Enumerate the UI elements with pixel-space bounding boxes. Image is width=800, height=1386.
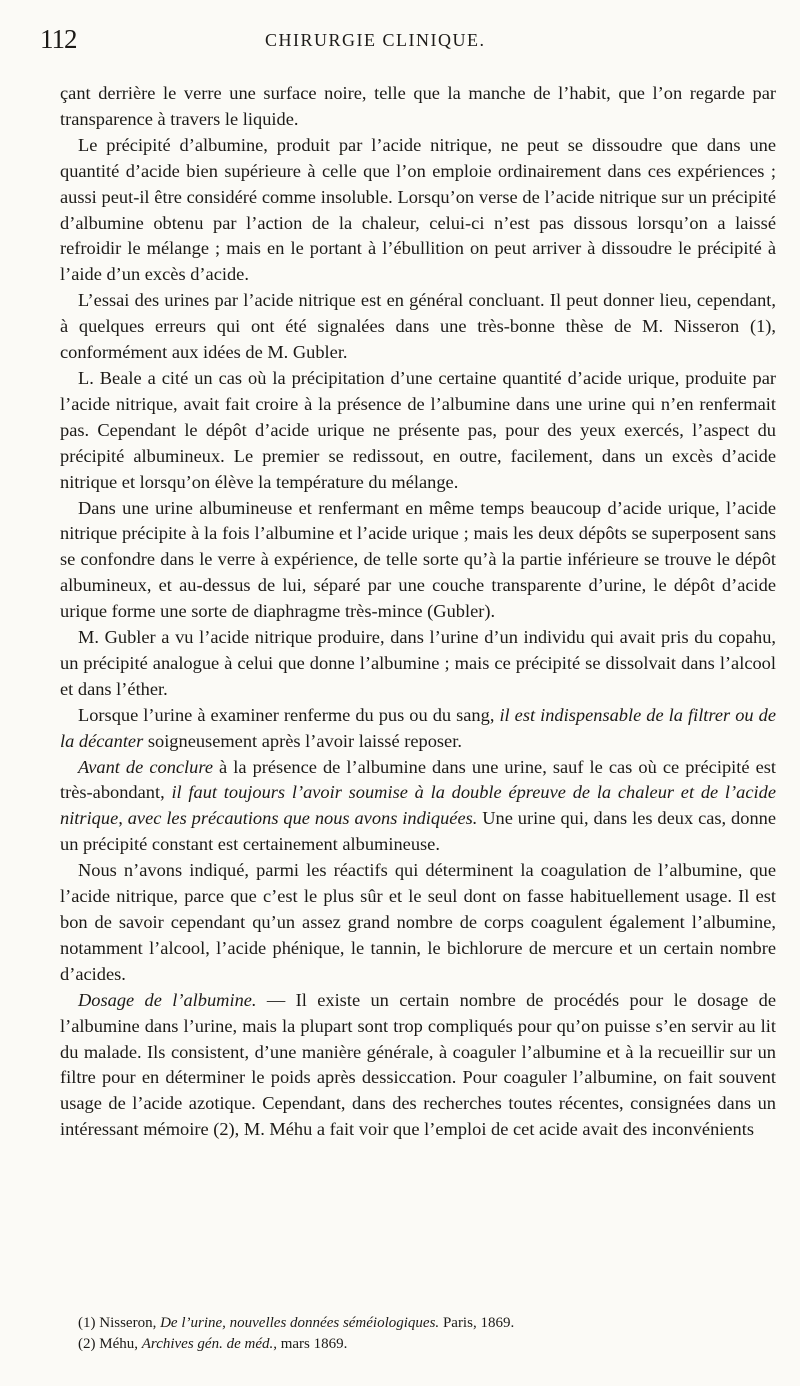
- footnote: [78, 1334, 776, 1355]
- text-run: Lorsque l’urine à examiner renferme du pus ou du sang,: [78, 704, 500, 725]
- footnotes: [60, 1313, 776, 1355]
- italic-text-run: il est indispensable de la filtrer ou de la décanter: [60, 704, 776, 751]
- paragraph-conclure: [60, 755, 776, 859]
- footnote: [78, 1313, 776, 1334]
- paragraph: L’essai des urines par l’acide nitrique est en général concluant. Il peut donner lieu, cependant, à quelques erreurs qui ont été signalées dans une très-bonne thèse de M. Nisseron (1), conformément aux idées de M. Gubler.: [60, 290, 776, 363]
- footnote-number: (1): [78, 1315, 96, 1331]
- footnote-title: De l’urine, nouvelles données séméiologiques.: [160, 1315, 440, 1331]
- italic-text-run: Avant de conclure: [78, 756, 213, 777]
- paragraph: Nous n’avons indiqué, parmi les réactifs qui déterminent la coagulation de l’albumine, que l’acide nitrique, parce que c’est le plus sûr et le seul dont on fasse habituellement usage. Il est bon de savoir cependant qu’un assez grand nombre de corps coagulent également l’albumine, notamment l’alcool, l’acide phénique, le tannin, le bichlorure de mercure et un certain nombre d’acides.: [60, 860, 776, 984]
- text-run: — Il existe un certain nombre de procédés pour le dosage de l’albumine dans l’urine, mais la plupart sont trop compliqués pour qu’on puisse s’en servir au lit du malade. Ils consistent, d’une manière générale, à coaguler l’albumine et à la recueillir sur un filtre pour en déterminer le poids après dessiccation. Pour coaguler l’albumine, on fait souvent usage de l’acide azotique. Cependant, dans des recherches toutes récentes, consignées dans un intéressant mémoire (2), M. Méhu a fait voir que l’emploi de cet acide avait des inconvénients: [60, 989, 776, 1140]
- page-header: [40, 24, 780, 60]
- footnote-rest: Paris, 1869.: [439, 1315, 515, 1331]
- footnote-author: Méhu,: [99, 1336, 142, 1352]
- body-text: [60, 81, 776, 1143]
- text-run: à la présence de l’albumine dans une urine, sauf le cas où ce précipité est très-abondant,: [60, 756, 776, 803]
- running-head: CHIRURGIE CLINIQUE.: [265, 30, 486, 50]
- paragraph: Le précipité d’albumine, produit par l’acide nitrique, ne peut se dissoudre que dans une quantité d’acide bien supérieure à celle que l’on emploie ordinairement dans ces expériences ; aussi peut-il être considéré comme insoluble. Lorsqu’on verse de l’acide nitrique sur un précipité d’albumine obtenu par l’action de la chaleur, celui-ci n’est pas dissous lorsqu’on a laissé refroidir le mélange ; mais en le portant à l’ébullition on peut arriver à dissoudre le précipité à l’aide d’un excès d’acide.: [60, 134, 776, 285]
- paragraph: L. Beale a cité un cas où la précipitation d’une certaine quantité d’acide urique, produite par l’acide nitrique, avait fait croire à la présence de l’albumine dans une urine qui n’en renfermait pas. Cependant le dépôt d’acide urique ne présente pas, pour des yeux exercés, l’aspect du précipité albumineux. Le premier se redissout, en outre, facilement, dans un excès d’acide nitrique et lorsqu’on élève la température du mélange.: [60, 367, 776, 492]
- paragraph: M. Gubler a vu l’acide nitrique produire, dans l’urine d’un individu qui avait pris du copahu, un précipité analogue à celui que donne l’albumine ; mais ce précipité se dissolvait dans l’alcool et dans l’éther.: [60, 627, 776, 699]
- paragraph: Dans une urine albumineuse et renfermant en même temps beaucoup d’acide urique, l’acide nitrique précipite à la fois l’albumine et l’acide urique ; mais les deux dépôts se superposent sans se confondre dans le verre à expérience, de telle sorte qu’à la partie inférieure se trouve le dépôt albumineux, et au-dessus de lui, séparé par une couche transparente d’urine, le dépôt d’acide urique forme une sorte de diaphragme très-mince (Gubler).: [60, 497, 776, 622]
- section-heading: Dosage de l’albumine.: [78, 989, 257, 1010]
- paragraph-dosage: [60, 988, 776, 1143]
- paragraph: çant derrière le verre une surface noire, telle que la manche de l’habit, que l’on regarde par transparence à travers le liquide.: [60, 83, 776, 129]
- footnote-number: (2): [78, 1336, 96, 1352]
- footnote-title: Archives gén. de méd.: [141, 1336, 274, 1352]
- footnote-rest: , mars 1869.: [273, 1336, 348, 1352]
- paragraph-filtrer: [60, 703, 776, 755]
- italic-text-run: il faut toujours l’avoir soumise à la double épreuve de la chaleur et de l’acide nitrique, avec les précautions que nous avons indiquées.: [60, 782, 776, 829]
- page-number: 112: [40, 24, 77, 54]
- text-run: Une urine qui, dans les deux cas, donne un précipité constant est certainement albumineuse.: [60, 808, 776, 855]
- footnote-author: Nisseron,: [99, 1315, 161, 1331]
- text-run: soigneusement après l’avoir laissé reposer.: [143, 730, 462, 751]
